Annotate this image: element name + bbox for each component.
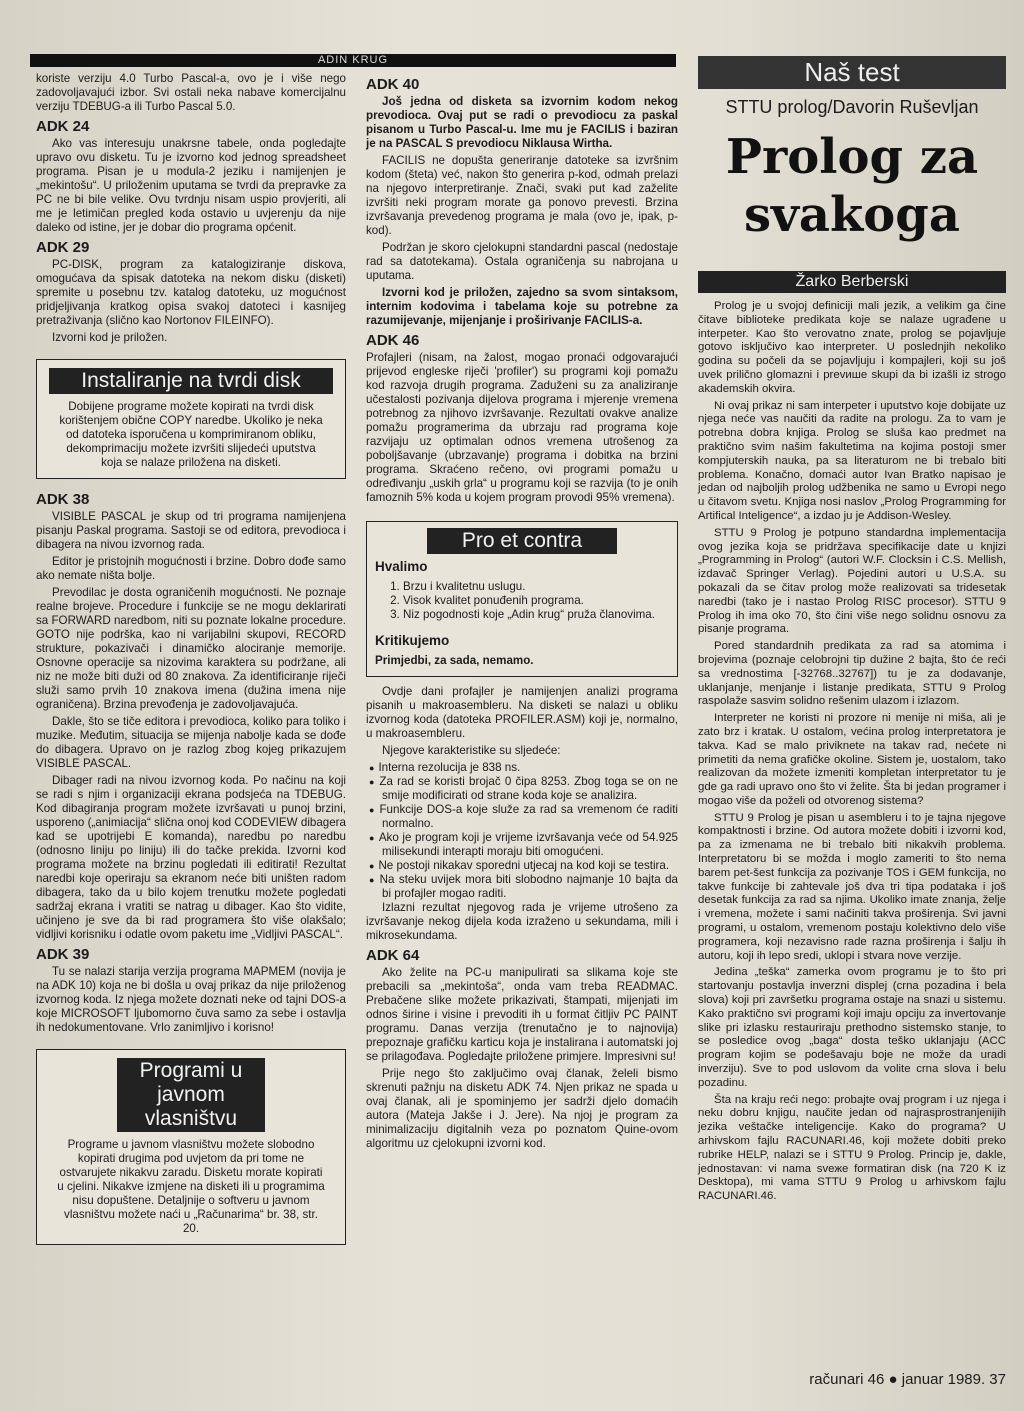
prolog-p7: Jedina „teška“ zamerka ovom programu je to što pri startovanju postavlja inverzni displej (crna pozadina i bela slova) koji pri završetku programa ostaje na snazi u sistemu. Kako praktično svi programi koji imaju opciju za invertovanje slike pri izlasku restauriraju prethodno sistemsko stanje, to se posledice ovog „baga“ dosta teško uklanjaju (ACC program kojim se podešavaju boje ne može da uradi inverziju). Sve to pod uslovom da volite crna slova i belu pozadinu.	[698, 966, 1006, 1089]
adk40-p2: FACILIS ne dopušta generiranje datoteke sa izvršnim kodom (šteta) već, nakon što generira p-kod, odmah prelazi na njegovo interpretiranje. Znači, svaki put kad zaželite izvršiti neki program morate ga ponovo prevesti. Brzina izvršavanja prevedenog programa je mala (ovo je, ipak, p-kod).	[366, 154, 678, 237]
article-title-line1: Prolog za	[725, 129, 979, 185]
public-domain-box-text: Programe u javnom vlasništvu možete slobodno kopirati drugima pod uvjetom da pri tome ne ostvarujete nikakvu zaradu. Disketu morate kopirati u cjelini. Nikakve izmjene na disketi ili u programima nisu dopuštene. Detaljnije o softveru u javnom vlasništvu možete naći u „Računarima“ br. 38, str. 20.	[57, 1138, 325, 1235]
public-domain-box-title: Programi u javnom vlasništvu	[117, 1058, 265, 1132]
profiler-p2: Njegove karakteristike su sljedeće:	[382, 744, 561, 757]
prolog-p4: Pored standardnih predikata za rad sa atomima i brojevima (poznaje celobrojni tip dužine 2 bajta, što će reći sa vrednostima [-32768..32767]) tu je za dodavanje, uklanjanje, menjanje i listanje predikata, STTU 9 Prolog raspolaže sasvim solidno rešenim ulazom i izlazom.	[698, 640, 1006, 708]
article-title-line2: svakoga	[744, 187, 960, 243]
contra-label: Kritikujemo	[375, 633, 450, 648]
prolog-p6: STTU 9 Prolog je pisan u asembleru i to je tajna njegove kompaktnosti i brzine. Od autora možete dobiti i izvorni kod, pa za izmenama ne bi trebalo biti nikakvih problema. Interpretatoru bi se možda i moglo zameriti to što nema barem pet-šest funkcija za pozivanje TOS i GEM funkcija, no takve funkcije bi zahtevale još dva tri tipa podataka i još desetak funkcija za rad sa njima. Ukoliko imate znanja, želje i vremena, možete i sami načiniti takva proširenja. Svi javni programi, u ostalom, vremenom postaju kolektivno delo više programera, koji nezavisno rade razna proširenja i šalju ih autoru, koji ih lepo sredi, uklopi i stvara nove verzije.	[698, 811, 1006, 962]
column-left	[36, 72, 346, 1251]
profiler-p1: Ovdje dani profajler je namijenjen analizi programa pisanih u makroasembleru. Na disketi se nalazi u obliku izvornog koda (datoteka PROFILER.ASM) koji je, normalno, u makroasembleru.	[366, 685, 678, 740]
column-middle	[366, 72, 678, 1154]
intro-paragraph: koriste verziju 4.0 Turbo Pascal-a, ovo je i više nego zadovoljavajući izbor. Svi ostali neka nabave komercijalnu verziju TDEBUG-a ili Turbo Pascal 5.0.	[36, 72, 346, 113]
adk40-heading: ADK 40	[366, 76, 420, 93]
adk29-text: PC-DISK, program za katalogiziranje diskova, omogućava da spisak datoteka na nekom disku (disketi) spremite u posebnu tzv. katalog datoteku, uz mogućnost pridjeljivanja kratkog opisa svakoj datoteci i kasnijeg pretraživanja (slično kao Nortonov FILEINFO).	[36, 258, 346, 327]
page-footer: računari 46 ● januar 1989. 37	[809, 1371, 1006, 1388]
pro-list	[377, 580, 677, 622]
adk38-p5: Dibager radi na nivou izvornog koda. Po načinu na koji se radi s njim i organizaciji ekrana podsjeća na TDEBUG. Kod dibagiranja program možete izvršavati u punoj brzini, usporeno („animiacija“ slična onoj kod CODEVIEW dibagera kad se upotrijebi E komanda), naredbu po naredbu (odnosno liniju po liniju) ili do tačke prekida. Izvorni kod programa možete na brzinu pogledati ili editirati! Rezultat naredbi koje operiraju sa ekranom neće biti uništen radom dibagera, tako da u bilo kojem trenutku možete pogledati sadržaj ekrana i vratiti se natrag u dibager. Kao što vidite, učinjeno je sve da bi rad programera što više olakšalo; vidljivi korisniku i odatle ovom paketu ime „Vidljivi PASCAL“.	[36, 774, 346, 941]
profiler-bullet: ● Funkcije DOS-a koje služe za rad sa vremenom će raditi normalno.	[382, 803, 678, 831]
pro-label: Hvalimo	[375, 559, 428, 574]
pro-item: 1. Brzu i kvalitetnu uslugu.	[403, 580, 677, 594]
profiler-bullets	[366, 761, 678, 901]
adk24-text: Ako vas interesuju unakrsne tabele, onda pogledajte upravo ovu disketu. Tu je izvorno kod jednog spreadsheet programa. Pisan je u modula-2 jeziku i namijenjen je „mekintošu“. U priloženim uputama se tvrdi da prepravke za PC ne bi bile velike. Ovu tvrdnju nisam uspio provjeriti, ali me je letimičan pregled koda ostavio u uvjerenju da nije daleko od istine, jer je dobar dio programa općenit.	[36, 137, 346, 234]
profiler-bullet: ● Interna rezolucija je 838 ns.	[382, 761, 678, 775]
pro-et-contra-box	[366, 521, 678, 677]
adk64-p2: Prije nego što zaključimo ovaj članak, želeli bismo skrenuti pažnju na disketu ADK 74. Njen prikaz ne spada u ovaj članak, ali je spominjemo jer sadrži djelo domaćih autora (Mateja Jakše i J. Jere). Na njoj je program za minimalizaciju digitalnih veza po poznatom Quine-ovom algoritmu uz cjelokupni izvorni kod.	[366, 1067, 678, 1150]
adk39-text: Tu se nalazi starija verzija programa MAPMEM (novija je na ADK 10) koja ne bi došla u ovaj prikaz da nije priloženog izvornog koda. Iz njega možete doznati neke od tajni DOS-a koje MICROSOFT ljubomorno čuva samo za sebe i ostavlja ih nedokumentovane. Vrlo zanimljivo i korisno!	[36, 965, 346, 1034]
profiler-bullet: ● Ako je program koji je vrijeme izvršavanja veće od 54.925 milisekundi interapti moraju biti omogućeni.	[382, 831, 678, 859]
prolog-p3: STTU 9 Prolog je potpuno standardna implementacija ovog jezika koja se pridržava specifikacije date u knjizi „Programming in Prolog“ (autori W.F. Clocksin i C.S. Mellish, izdavač Springer Verlag). Pojedini autori u U.S.A. su pokazali da se čitav prolog može realizovati sa tridesetak naredbi (tako je i nastao Prolog RISC procesor). STTU 9 Prolog ih ima oko 70, što čini više nego solidnu osnovu za pisanje programa.	[698, 526, 1006, 636]
adk38-heading: ADK 38	[36, 491, 90, 508]
adk29-heading: ADK 29	[36, 239, 90, 256]
adk39-heading: ADK 39	[36, 946, 90, 963]
profiler-p3: Izlazni rezultat njegovog rada je vrijeme utrošeno za izvršavanje nekog dijela koda izraženo u sekundama, mili i mikrosekundama.	[366, 901, 678, 942]
author-bar: Žarko Berberski	[698, 271, 1006, 293]
article-title	[698, 128, 1006, 244]
adk40-lead: Još jedna od disketa sa izvornim kodom nekog prevodioca. Ovaj put se radi o prevodiocu za paskal pisanom u Turbo Pascal-u. Ime mu je FACILIS i baziran je na PASCAL S prevodiocu Niklausa Wirtha.	[366, 95, 678, 150]
install-box-text: Dobijene programe možete kopirati na tvrdi disk korištenjem obične COPY naredbe. Ukoliko je neka od datoteka isporučena u komprimiranom obliku, dekomprimaciju možete izvršiti slijedeći uputstva koja se nalaze priložena na disketi.	[59, 400, 323, 469]
section-header-bar: ADIN KRUG	[30, 54, 676, 67]
prolog-p5: Interpreter ne koristi ni prozore ni menije ni miša, ali je zato brz i kratak. U ostalom, većina prolog interpretatora je takva. Kad se malo priviknete na takav rad, nećete ni primetiti da nema grafičke okoline. Sistem je, uostalom, tako realizovan da možete izmeniti kompletan interpretator tu je gde ga radi upravo ono što vi želite. Šta bi jedan programer i mogao više da poželi od otvorenog sistema?	[698, 712, 1006, 807]
adk46-heading: ADK 46	[366, 332, 420, 349]
adk38-p1: VISIBLE PASCAL je skup od tri programa namijenjena pisanju Paskal programa. Sastoji se od editora, prevodioca i dibagera na nivou izvornog rada.	[36, 510, 346, 551]
adk24-heading: ADK 24	[36, 118, 90, 135]
prolog-p2: Ni ovaj prikaz ni sam interpeter i uputstvo koje dobijate uz njega neće vas naučiti da radite na prologu. Za to vam je potrebna dobra knjiga. Prolog se sluša kao predmet na praktično svim našim fakultetima na kojima postoji smer kompjuterskih nauka, pa sa literaturom ne bi trebalo biti problema. Konačno, domaći autor Ivan Bratko napisao je jedan od najboljih prolog udžbenika ne samo u Evropi nego u čitavom svetu. Knjiga nosi naslov „Prolog Programming for Artifical Inteligence“, a izdao ju je Addison-Wesley.	[698, 399, 1006, 522]
article-subtitle: STTU prolog/Davorin Ruševljan	[725, 97, 979, 117]
adk38-p2: Editor je pristojnih mogućnosti i brzine. Dobro dođe samo ako nemate ništa bolje.	[36, 555, 346, 582]
test-tag: Naš test	[698, 56, 1006, 89]
pro-item: 2. Visok kvalitet ponuđenih programa.	[403, 594, 677, 608]
prolog-p1: Prolog je u svojoj definiciji mali jezik, a velikim ga čine čitave biblioteke predikata koje se nalaze ugrađene u interpeter. Kao što verovatno znate, prolog se pojavljuje gotovo isključivo kao interpreter. U poslednjih nekoliko godina su počeli da se pojavljuju i kompajleri, koji su još uvek prilično glomazni i prevише skupi da bi izašli iz strogo akademskih okvira.	[698, 300, 1006, 395]
adk38-p3: Prevodilac je dosta ograničenih mogućnosti. Ne poznaje realne brojeve. Procedure i funkcije se ne mogu deklarirati sa FORWARD naredbom, niti su poznate lokalne procedure. GOTO nije podrška, kao ni varijabilni skupovi, RECORD strukture, pokazivači i dinamičko alociranje memorije. Osnovne operacije sa nizovima karaktera su podržane, ali niz ne može biti duži od 80 znakova. Za identificiranje riječi služi samo prvih 10 znakova imena (dužina imena nije ograničena). Brzina prevođenja je zadovoljavajuća.	[36, 586, 346, 711]
adk38-p4: Dakle, što se tiče editora i prevodioca, koliko para toliko i muzike. Međutim, situacija se mijenja nabolje kada se dođe do dibagera. Upravo on je razlog zbog kojeg prikazujem VISIBLE PASCAL.	[36, 715, 346, 770]
profiler-bullet: ● Za rad se koristi brojač 0 čipa 8253. Zbog toga se on ne smije modificirati od strane koda koje se analizira.	[382, 775, 678, 803]
adk64-heading: ADK 64	[366, 947, 420, 964]
adk40-p3: Podržan je skoro cjelokupni standardni pascal (nedostaje rad sa datotekama). Ostala ograničenja su nabrojana u uputama.	[366, 241, 678, 282]
pro-item: 3. Niz pogodnosti koje „Adin krug“ pruža članovima.	[403, 608, 677, 622]
column-right	[698, 300, 1006, 1207]
adk64-p1: Ako želite na PC-u manipulirati sa slikama koje ste prebacili sa „mekintoša“, onda vam treba READMAC. Prebačene slike možete prikazivati, štampati, mijenjati im odnos širine i visine i prevoditi ih u format čitljiv PC PAINT programu. Danas verzija (trenutačno je to najnovija) prepoznaje grafičku karticu koja je instalirana i automatski joj se prilagođava. Pogledajte priložene primjere. Impresivni su!	[366, 966, 678, 1063]
adk40-p4: Izvorni kod je priložen, zajedno sa svom sintaksom, internim kodovima i tabelama koje su potrebne za razumijevanje, mijenjanje i proširivanje FACILIS-a.	[366, 286, 678, 327]
adk29-note: Izvorni kod je priložen.	[52, 331, 168, 344]
adk46-text: Profajleri (nisam, na žalost, mogao pronaći odgovarajući prijevod engleske riječi 'profiler') su programi koji pomažu kod razvoja drugih programa. Zaduženi su za analiziranje učestalosti pozivanja dijelova programa i mjerenje vremena potrebnog za njihovo izvršavanje. Rezultati ovakve analize pomažu programerima da ubrzaju rad programa koje razvijaju uz optimalan odnos vremena utrošenog za poboljšavanje (ubrzavanje) programa i dobitka na brzini programa. Skraćeno rečeno, ovi programi pomažu u određivanju „uskih grla“ u programu koji se razvija (to je onih famoznih 5% koda u kojem program provodi 95% vremena).	[366, 351, 678, 504]
prolog-p8: Šta na kraju reći nego: probajte ovaj program i uz njega i neku dobru knjigu, naučite jedan od najrasprostranjenijih jezika veštačke inteligencije. Kako do programa? U arhivskom fajlu RACUNARI.46, koji možete dobiti preko rubrike HELP, nalazi se i STTU 9 Prolog. Princip je, dakle, jednostavan: vi nama svеже formatiran disk (na 720 K iz Desktopa), mi vama STTU 9 Prolog u arhivskom fajlu RACUNARI.46.	[698, 1093, 1006, 1203]
pro-et-contra-title: Pro et contra	[427, 528, 617, 554]
public-domain-box	[36, 1049, 346, 1245]
profiler-bullet: ● Ne postoji nikakav sporedni utjecaj na kod koji se testira.	[382, 859, 678, 873]
install-box	[36, 359, 346, 479]
contra-text: Primjedbi, za sada, nemamo.	[375, 654, 534, 667]
install-box-title: Instaliranje na tvrdi disk	[49, 368, 333, 394]
profiler-bullet: ● Na steku uvijek mora biti slobodno najmanje 10 bajta da bi profajler mogao raditi.	[382, 873, 678, 901]
